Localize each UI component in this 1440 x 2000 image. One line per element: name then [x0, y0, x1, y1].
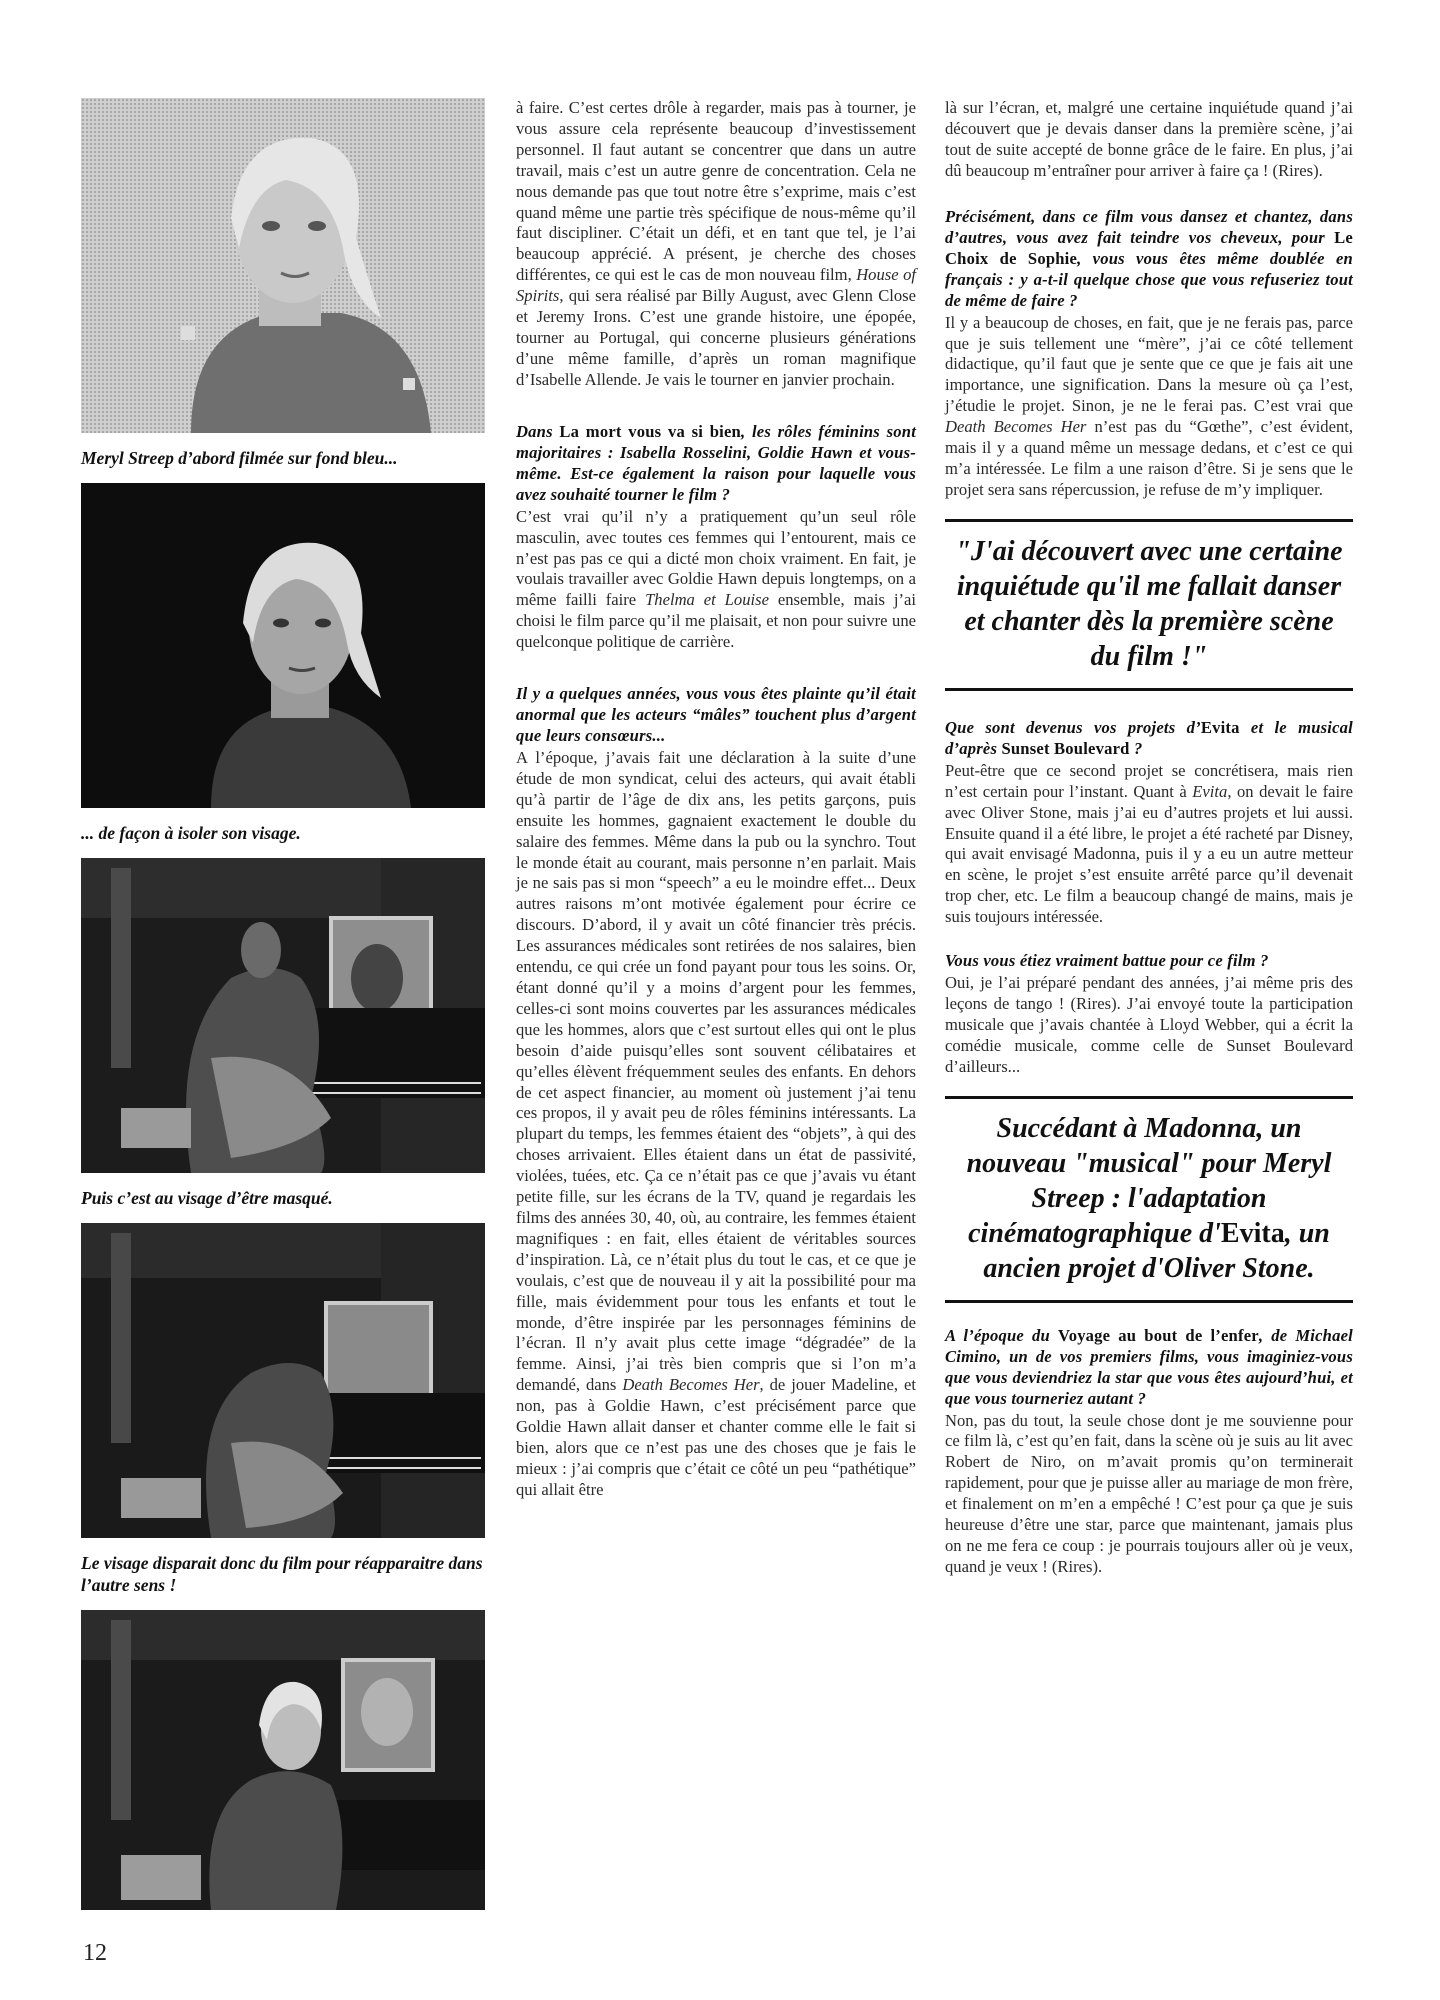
photo-masked-face — [81, 858, 485, 1173]
text-span: , vous vous êtes même doublée en français : y a-t-il quelque chose que vous refuseriez tout de même de faire ? — [945, 248, 1353, 310]
interview-question: Vous vous étiez vraiment battue pour ce film ? — [945, 951, 1269, 971]
text-span: Il y a beaucoup de choses, en fait, que je ne ferais pas, parce que je suis tellement une “mère”, j’ai ce côté tellement didactique, qu’il faut que je sente que ce que je fais ait une importance, une signification. Dans la mesure où ça l’est, j’étudie le projet. Sinon, je ne le ferai pas. C’est vrai que — [945, 312, 1353, 416]
film-title: Evita — [1192, 781, 1228, 801]
article-column-2 — [516, 98, 916, 1501]
text-span: n’est pas du “Gœthe”, c’est évident, mais il y a quand même un message dedans, et c’est ce qui m’a intéressée. Le film a une raison d’être. Si je sens que le projet sera sans répercussion, je refuse de m’y impliquer. — [945, 417, 1353, 499]
photo-column — [81, 98, 485, 1910]
text-span: , de Michael Cimino, un de vos premiers films, vous imaginiez-vous que vous deviendriez la star que vous êtes aujourd’hui, et que vous tourneriez autant ? — [945, 1325, 1353, 1408]
film-title: Evita — [1220, 1217, 1285, 1249]
interview-answer — [945, 761, 1353, 928]
photo-face-reappears — [81, 1610, 485, 1910]
text-span: , un ancien projet d'Oliver Stone. — [983, 1217, 1330, 1284]
text-span: Dans — [516, 421, 560, 441]
film-title: Death Becomes Her — [622, 1375, 760, 1395]
film-title: La mort vous va si bien — [559, 421, 741, 441]
text-span: ? — [1129, 738, 1143, 758]
interview-answer — [516, 748, 916, 1501]
text-span: C’est vrai qu’il n’y a pratiquement qu’un seul rôle masculin, avec toutes ces femmes qui l’entourent, mais ce n’est pas pas ce qui a dicté mon choix vraiment. En fait, je voulais travailler avec Goldie Hawn depuis longtemps, on a même failli faire — [516, 506, 916, 610]
photo-caption: Le visage disparait donc du film pour réapparaitre dans l’autre sens ! — [81, 1553, 483, 1595]
text-span: Peut-être que ce second projet se concrétisera, mais rien n’est certain pour l’instant. Quant à — [945, 760, 1353, 801]
text-span: A l’époque du — [945, 1325, 1059, 1345]
photo-isolated-face — [81, 483, 485, 808]
page-number: 12 — [83, 1940, 107, 1966]
text-span: Que sont devenus vos projets d’ — [945, 717, 1201, 737]
photo-caption: Meryl Streep d’abord filmée sur fond bleu... — [81, 448, 398, 468]
text-span: et le musical d’après — [945, 717, 1353, 758]
interview-answer: Oui, je l’ai préparé pendant des années, j’ai même pris des leçons de tango ! (Rires). J’ai envoyé toute la participation musicale que j’avais chantée à Lloyd Webber, qui a écrit la comédie musicale, comme celle de Sunset Boulevard d’ailleurs... — [945, 973, 1353, 1076]
text-span: ensemble, mais j’ai choisi le film parce qu’il me plaisait, et non pour suivre une quelconque politique de carrière. — [516, 590, 916, 652]
paragraph — [516, 98, 916, 391]
interview-question — [945, 1325, 1353, 1409]
pull-quote — [945, 1096, 1353, 1303]
text-span: , qui sera réalisé par Billy August, avec Glenn Close et Jeremy Irons. C’est une grande histoire, une épopée, tourner au Portugal, qui concerne plusieurs générations d’une même famille, d’après un roman magnifique d’Isabelle Allende. Je vais le tourner en janvier prochain. — [516, 286, 916, 389]
text-span: Précisément, dans ce film vous dansez et chantez, dans d’autres, vous avez fait teindre vos cheveux, pour — [945, 206, 1353, 247]
interview-answer — [516, 507, 916, 653]
article-column-3 — [945, 98, 1353, 1578]
photo-caption: ... de façon à isoler son visage. — [81, 823, 301, 843]
text-span: , on devait le faire avec Oliver Stone, mais j’ai eu d’autres projets et lui aussi. Ensuite quand il a été libre, le projet a été racheté par Disney, qui avait envisagé Madonna, puis il y a eu un autre metteur en scène, le projet s’est ensuite arrêté parce qu’il devenait trop cher, etc. Le film a beaucoup changé de mains, mais je suis toujours intéressée. — [945, 781, 1354, 927]
interview-answer: Non, pas du tout, la seule chose dont je me souvienne pour ce film là, c’est qu’en fait, dans la scène où je suis au lit avec Robert de Niro, on m’avait promis qu’on terminerait rapidement, pour que je puisse aller au mariage de mon frère, et finalement on m’en a empêché ! C’est pour ça que je suis heureuse d’être une star, parce que maintenant, jamais plus on ne me fera ce coup : je pourrais toujours aller où je veux, quand je veux ! (Rires). — [945, 1410, 1353, 1576]
photo-face-disappears — [81, 1223, 485, 1538]
interview-question — [945, 206, 1353, 311]
film-title: Sunset Boulevard — [1001, 738, 1130, 758]
photo-blue-screen — [81, 98, 485, 433]
text-span: , les rôles féminins sont majoritaires : Isabella Rosselini, Goldie Hawn et vous-même. Est-ce également la raison pour laquelle vous avez souhaité tourner le film ? — [516, 421, 916, 504]
film-title: Death Becomes Her — [945, 417, 1087, 437]
interview-question — [516, 421, 916, 505]
text-span: , de jouer Madeline, et non, pas à Goldie Hawn, c’est précisément parce que Goldie Hawn allait danser et chanter comme elle le fait si bien, alors que ce n’est pas une des choses que je fais le mieux : j’ai compris que c’était ce côté un peu “pathétique” qui allait être — [516, 1375, 916, 1499]
pull-quote: "J'ai découvert avec une certaine inquiétude qu'il me fallait danser et chanter dès la première scène du film !" — [945, 519, 1353, 691]
text-span: Succédant à Madonna, un nouveau "musical" pour Meryl Streep : l'adaptation cinématographique d' — [966, 1112, 1332, 1249]
film-title: Le Choix de Sophie — [945, 227, 1353, 268]
photo-caption: Puis c’est au visage d’être masqué. — [81, 1188, 333, 1208]
interview-question: Il y a quelques années, vous vous êtes plainte qu’il était anormal que les acteurs “mâles” touchent plus d’argent que leurs consœurs... — [516, 684, 916, 746]
film-title: Thelma et Louise — [645, 590, 769, 610]
film-title: Evita — [1200, 717, 1240, 737]
interview-answer — [945, 313, 1353, 501]
interview-question — [945, 717, 1353, 759]
text-span: à faire. C’est certes drôle à regarder, mais pas à tourner, je vous assure cela représente beaucoup d’investissement personnel. Il faut autant se concentrer que dans un autre travail, mais c’est un autre genre de concentration. Cela ne nous demande pas que tout notre être s’exprime, mais c’est quand même une partie très spécifique de nous-même qu’il faut discipliner. C’était un défi, et en tant que tel, je l’ai beaucoup apprécié. A présent, je cherche des choses différentes, ce qui est le cas de mon nouveau film, — [516, 98, 916, 285]
paragraph: là sur l’écran, et, malgré une certaine inquiétude quand j’ai découvert que je devais danser dans la première scène, j’ai tout de suite accepté de bonne grâce de le faire. En plus, j’ai dû beaucoup m’entraîner pour arriver à faire ça ! (Rires). — [945, 98, 1353, 180]
text-span: A l’époque, j’avais fait une déclaration à la suite d’une étude de mon syndicat, celui des acteurs, qui avait établi qu’à partir de l’âge de dix ans, les petits garçons, puis ensuite les hommes, gagnaient exactement le double du salaire des femmes. Même dans la pub ou la synchro. Tout le monde était au courant, mais personne n’en parlait. Mais je ne sais pas si mon “speech” a eu le moindre effet... Deux autres raisons m’ont motivée également pour écrire ce discours. D’abord, il y avait un côté financier très précis. Les assurances médicales sont retirées de nos salaires, bien entendu, ce qui crée un fond payant pour tous les soins. Or, étant donné qu’il y a moins d’argent pour les femmes, celles-ci sont moins couvertes par les assurances médicales que les hommes, alors que c’est surtout elles qui ont le plus besoin d’aide puisqu’elles sont souvent célibataires et qu’elles élèvent fréquemment seules des enfants. En dehors de cet aspect financier, au moment où justement j’ai tenu ces propos, il y avait peu de rôles féminins intéressants. La plupart du temps, les femmes étaient des “objets”, à qui des choses arrivaient. Elles étaient dans un état de passivité, violées, tuées, etc. Ça ce n’était pas ce que j’avais vu étant petite fille, sur les écrans de la TV, quand je regardais les films des années 30, 40, où, au contraire, les femmes étaient magnifiques : en fait, elles étaient de véritables sources d’inspiration. Là, ce n’était plus du tout le cas, et ce que je voulais, c’est que de nouveau il y ait la possibilité pour ma fille, mais évidemment pour tous les enfants et tout le monde, d’être inspirée par les personnages féminins de l’écran. Il n’y avait plus cette image “dégradée” de la femme. Ainsi, j’ai très bien compris que si l’on m’a demandé, dans — [516, 748, 916, 1395]
film-title: House of Spirits — [516, 265, 916, 306]
film-title: Voyage au bout de l’enfer — [1058, 1325, 1259, 1345]
